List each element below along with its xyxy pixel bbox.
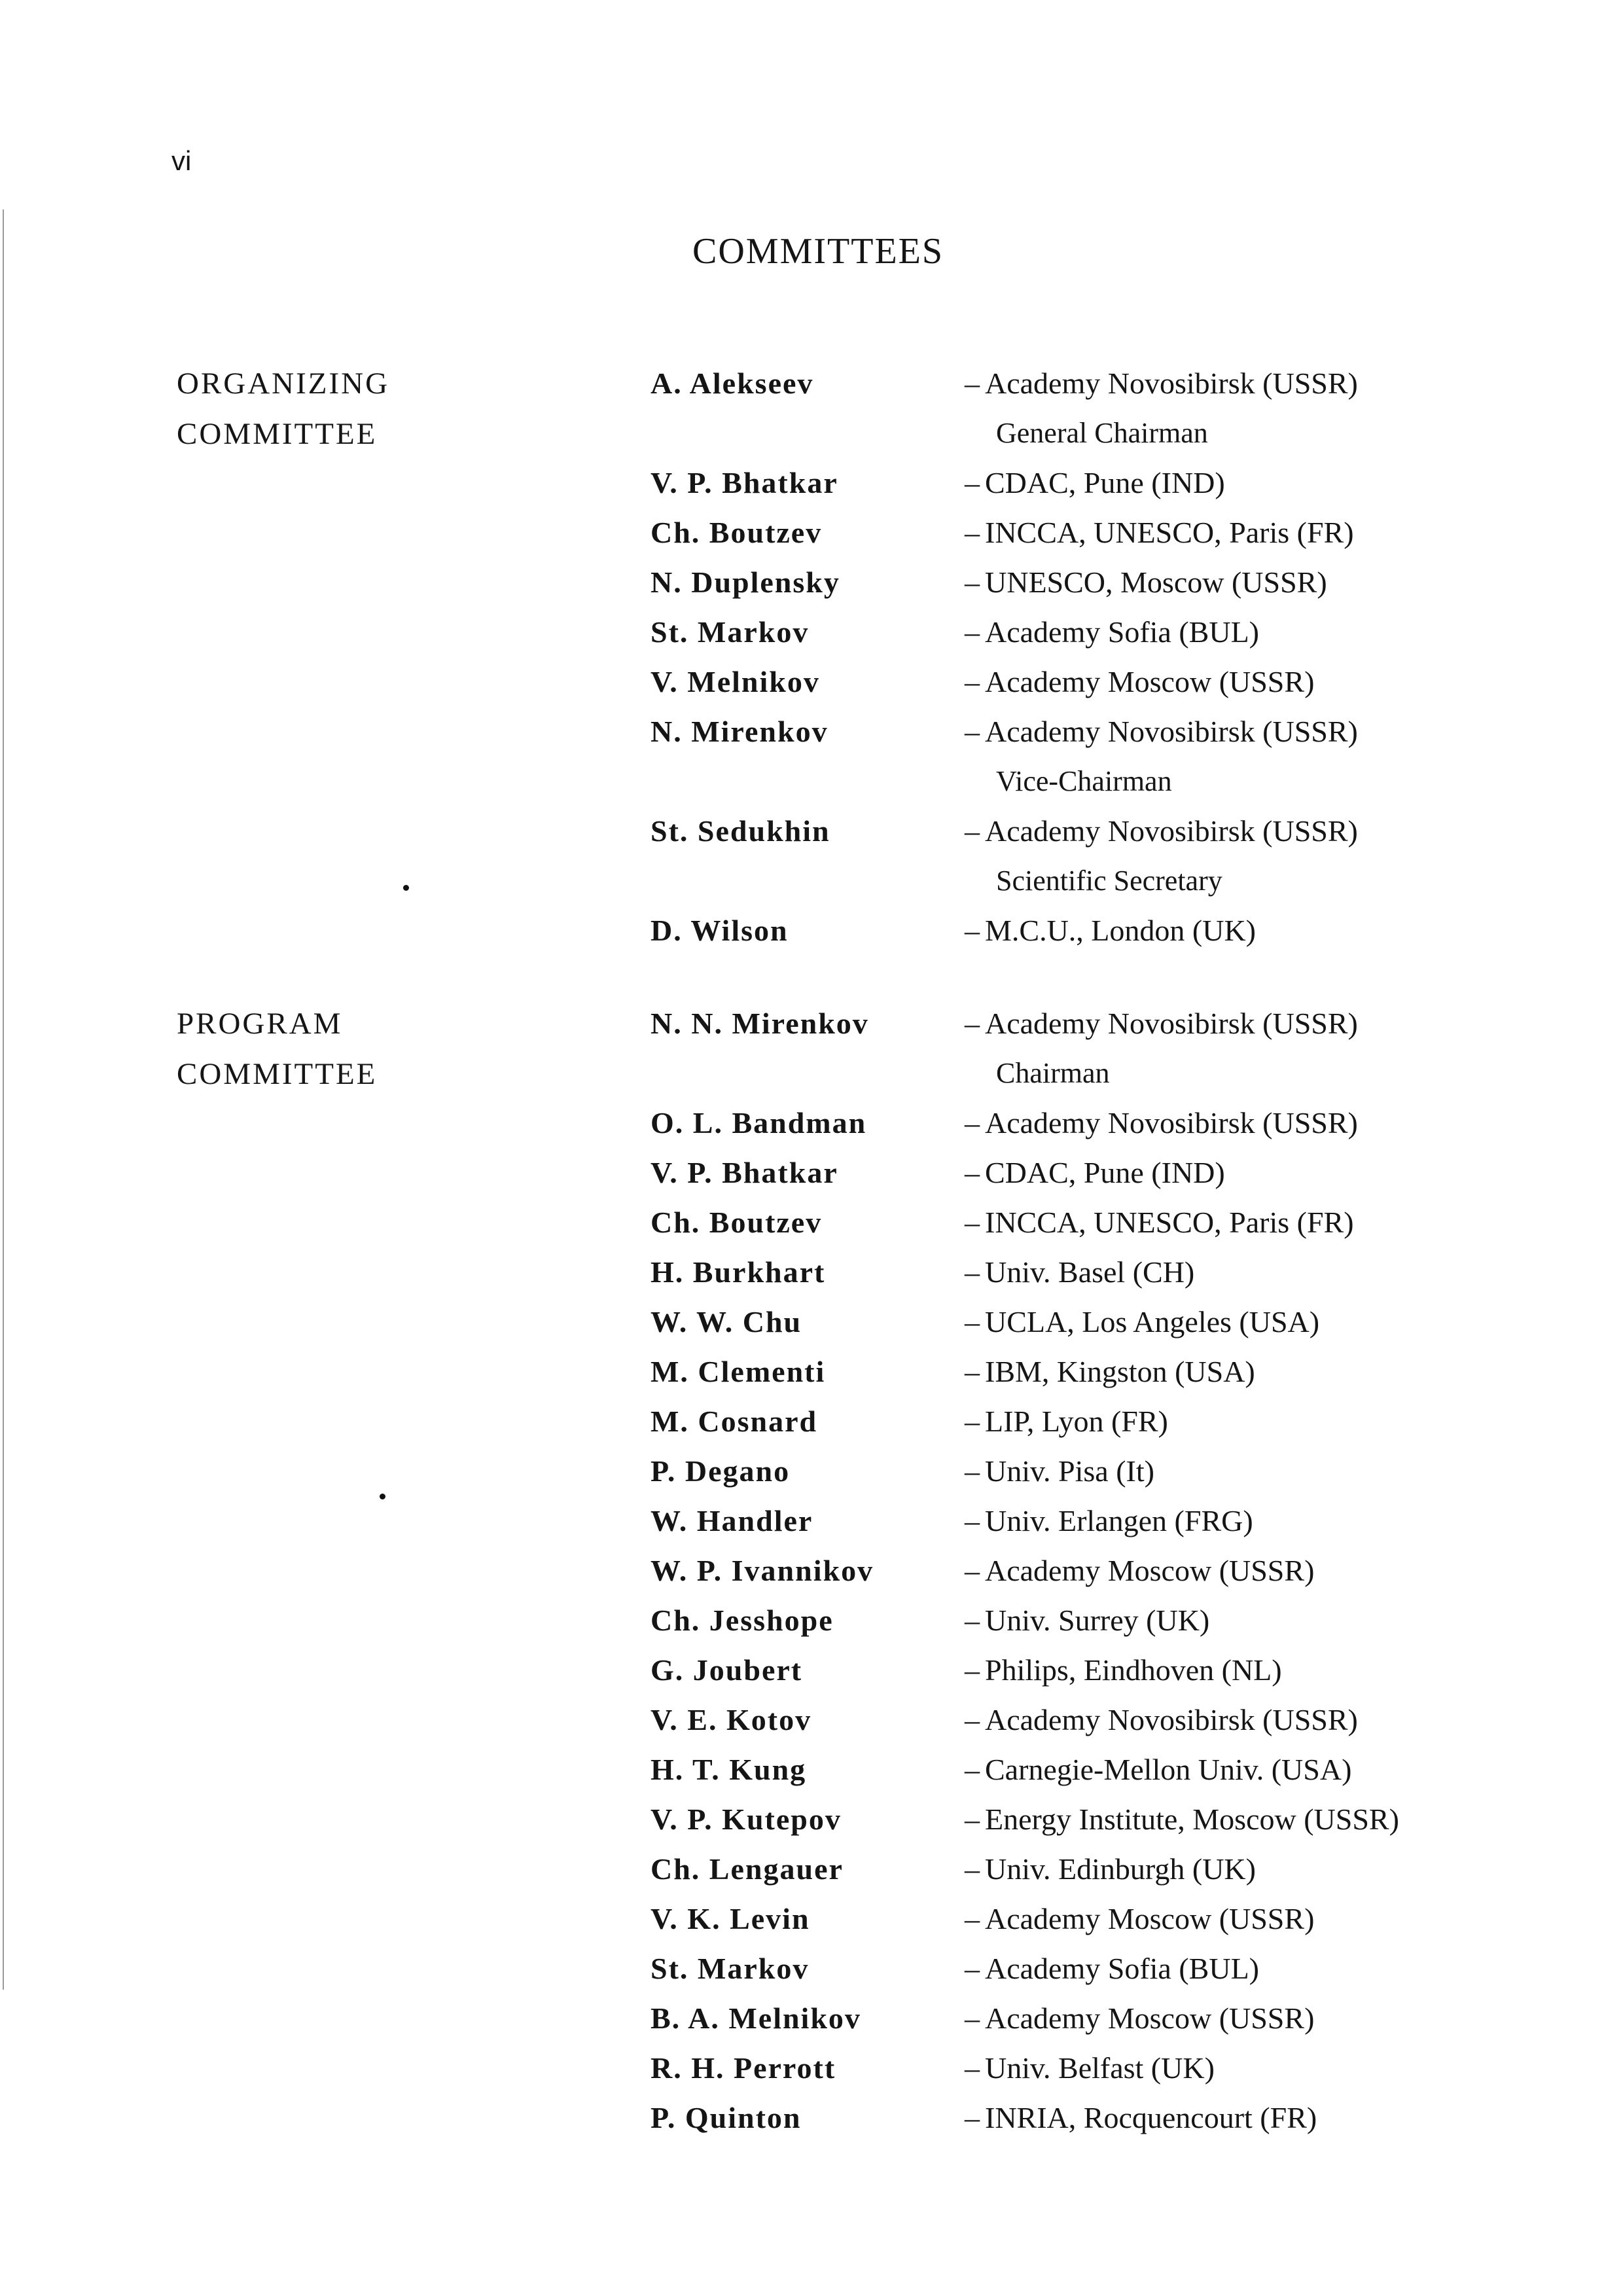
member-affiliation — [965, 1247, 1194, 1297]
member-affiliation — [965, 458, 1225, 508]
affiliation-dash: – — [965, 1454, 980, 1488]
affiliation-text: CDAC, Pune (IND) — [985, 466, 1225, 499]
committee-member-row — [0, 1745, 1623, 1795]
member-affiliation — [965, 1496, 1253, 1546]
member-name: G. Joubert — [651, 1653, 803, 1687]
member-role: Scientific Secretary — [996, 865, 1222, 897]
committee-member-row — [0, 607, 1623, 657]
affiliation-text: Univ. Basel (CH) — [985, 1255, 1195, 1289]
committee-member-row — [0, 1645, 1623, 1695]
member-name: Ch. Lengauer — [651, 1852, 844, 1886]
affiliation-dash: – — [965, 1355, 980, 1388]
member-name: B. A. Melnikov — [651, 2001, 861, 2035]
affiliation-dash: – — [965, 1753, 980, 1786]
member-name: R. H. Perrott — [651, 2051, 836, 2085]
affiliation-dash: – — [965, 1803, 980, 1836]
member-name: V. E. Kotov — [651, 1703, 812, 1736]
member-affiliation — [965, 508, 1354, 558]
member-affiliation — [965, 906, 1256, 956]
committee-member-row — [0, 1496, 1623, 1546]
committee-member-row — [0, 508, 1623, 558]
member-name: W. Handler — [651, 1504, 813, 1537]
affiliation-dash: – — [965, 367, 980, 400]
member-name: N. N. Mirenkov — [651, 1007, 869, 1040]
committee-member-row — [0, 1844, 1623, 1894]
affiliation-dash: – — [965, 1007, 980, 1040]
member-name: V. P. Bhatkar — [651, 1156, 838, 1189]
affiliation-dash: – — [965, 665, 980, 698]
affiliation-text: Academy Novosibirsk (USSR) — [985, 1703, 1358, 1736]
affiliation-dash: – — [965, 715, 980, 748]
page-number: vi — [171, 145, 192, 176]
affiliation-text: Academy Sofia (BUL) — [985, 615, 1259, 649]
affiliation-text: Univ. Edinburgh (UK) — [985, 1852, 1256, 1886]
affiliation-dash: – — [965, 1156, 980, 1189]
committee-member-row — [0, 1098, 1623, 1148]
organizing-committee-label: ORGANIZING COMMITTEE — [177, 367, 390, 451]
affiliation-text: Academy Novosibirsk (USSR) — [985, 367, 1358, 400]
member-affiliation — [965, 1596, 1209, 1645]
committee-member-row — [0, 1247, 1623, 1297]
member-name: P. Degano — [651, 1454, 791, 1488]
member-name: N. Duplensky — [651, 565, 840, 599]
affiliation-dash: – — [965, 615, 980, 649]
committee-member-row — [0, 806, 1623, 897]
affiliation-dash: – — [965, 2001, 980, 2035]
member-name: Ch. Boutzev — [651, 516, 823, 549]
affiliation-dash: – — [965, 1902, 980, 1935]
affiliation-dash: – — [965, 466, 980, 499]
member-name: V. P. Bhatkar — [651, 466, 838, 499]
affiliation-text: CDAC, Pune (IND) — [985, 1156, 1225, 1189]
member-name: H. Burkhart — [651, 1255, 826, 1289]
affiliation-dash: – — [965, 914, 980, 947]
member-affiliation — [965, 1695, 1358, 1745]
committee-member-row — [0, 1446, 1623, 1496]
member-affiliation — [965, 1297, 1319, 1347]
affiliation-text: UCLA, Los Angeles (USA) — [985, 1305, 1320, 1338]
affiliation-dash: – — [965, 1952, 980, 1985]
member-name: A. Alekseev — [651, 367, 814, 400]
member-affiliation — [965, 2043, 1215, 2093]
program-committee-label: PROGRAM COMMITTEE — [177, 1007, 378, 1091]
member-affiliation — [965, 607, 1259, 657]
affiliation-text: UNESCO, Moscow (USSR) — [985, 565, 1327, 599]
affiliation-dash: – — [965, 565, 980, 599]
affiliation-text: Academy Novosibirsk (USSR) — [985, 715, 1358, 748]
member-affiliation — [965, 1446, 1154, 1496]
affiliation-text: Univ. Erlangen (FRG) — [985, 1504, 1253, 1537]
affiliation-text: INCCA, UNESCO, Paris (FR) — [985, 516, 1354, 549]
member-role: General Chairman — [996, 417, 1208, 449]
member-name: M. Clementi — [651, 1355, 826, 1388]
page-title: COMMITTEES — [692, 231, 944, 272]
member-affiliation — [965, 1745, 1351, 1795]
committee-member-row — [0, 1397, 1623, 1446]
affiliation-text: Academy Moscow (USSR) — [985, 665, 1315, 698]
member-name: St. Markov — [651, 1952, 810, 1985]
scan-speck — [403, 885, 409, 891]
committee-member-row — [0, 558, 1623, 607]
affiliation-text: INRIA, Rocquencourt (FR) — [985, 2101, 1317, 2134]
affiliation-text: Academy Sofia (BUL) — [985, 1952, 1259, 1985]
affiliation-text: Univ. Surrey (UK) — [985, 1604, 1210, 1637]
committee-member-row — [0, 1994, 1623, 2043]
affiliation-text: LIP, Lyon (FR) — [985, 1405, 1168, 1438]
affiliation-dash: – — [965, 814, 980, 848]
member-affiliation — [965, 1397, 1168, 1446]
member-affiliation — [965, 1546, 1314, 1596]
affiliation-text: Univ. Belfast (UK) — [985, 2051, 1215, 2085]
member-name: Ch. Jesshope — [651, 1604, 834, 1637]
member-name: V. P. Kutepov — [651, 1803, 842, 1836]
committee-member-row — [0, 707, 1623, 797]
affiliation-dash: – — [965, 1255, 980, 1289]
member-affiliation — [965, 2093, 1317, 2143]
member-affiliation — [965, 1347, 1255, 1397]
affiliation-dash: – — [965, 1703, 980, 1736]
affiliation-text: INCCA, UNESCO, Paris (FR) — [985, 1206, 1354, 1239]
affiliation-dash: – — [965, 1106, 980, 1139]
committee-member-row — [0, 657, 1623, 707]
committee-member-row — [0, 1546, 1623, 1596]
affiliation-text: IBM, Kingston (USA) — [985, 1355, 1255, 1388]
affiliation-dash: – — [965, 1504, 980, 1537]
member-name: P. Quinton — [651, 2101, 802, 2134]
affiliation-dash: – — [965, 1305, 980, 1338]
member-affiliation — [965, 558, 1327, 607]
committee-member-row — [0, 458, 1623, 508]
committee-member-row — [0, 1944, 1623, 1994]
member-name: M. Cosnard — [651, 1405, 818, 1438]
affiliation-dash: – — [965, 1554, 980, 1587]
member-affiliation — [965, 657, 1314, 707]
member-name: N. Mirenkov — [651, 715, 829, 748]
member-role: Vice-Chairman — [996, 765, 1172, 797]
member-affiliation — [965, 707, 1358, 757]
committee-member-row — [0, 1148, 1623, 1198]
affiliation-dash: – — [965, 1604, 980, 1637]
committee-member-row — [0, 1894, 1623, 1944]
affiliation-text: Academy Moscow (USSR) — [985, 1554, 1315, 1587]
member-role: Chairman — [996, 1057, 1110, 1089]
member-affiliation — [965, 1795, 1399, 1844]
member-name: D. Wilson — [651, 914, 789, 947]
affiliation-dash: – — [965, 2051, 980, 2085]
member-name: St. Sedukhin — [651, 814, 830, 848]
affiliation-text: Academy Novosibirsk (USSR) — [985, 814, 1358, 848]
member-affiliation — [965, 806, 1358, 856]
committee-member-row — [0, 1695, 1623, 1745]
committee-member-row — [0, 2043, 1623, 2093]
affiliation-text: Academy Moscow (USSR) — [985, 2001, 1315, 2035]
affiliation-dash: – — [965, 2101, 980, 2134]
member-name: H. T. Kung — [651, 1753, 807, 1786]
member-affiliation — [965, 1844, 1256, 1894]
committee-member-row — [0, 1596, 1623, 1645]
member-name: V. Melnikov — [651, 665, 820, 698]
committee-member-row — [0, 1347, 1623, 1397]
member-affiliation — [965, 1645, 1282, 1695]
affiliation-text: Academy Novosibirsk (USSR) — [985, 1007, 1358, 1040]
affiliation-dash: – — [965, 1852, 980, 1886]
affiliation-dash: – — [965, 1206, 980, 1239]
affiliation-text: Academy Novosibirsk (USSR) — [985, 1106, 1358, 1139]
member-name: St. Markov — [651, 615, 810, 649]
affiliation-text: Academy Moscow (USSR) — [985, 1902, 1315, 1935]
affiliation-dash: – — [965, 1653, 980, 1687]
member-affiliation — [965, 1994, 1314, 2043]
committee-member-row — [0, 2093, 1623, 2143]
committee-member-row — [0, 906, 1623, 956]
member-name: V. K. Levin — [651, 1902, 810, 1935]
committee-member-row — [0, 1297, 1623, 1347]
committee-member-row — [0, 1198, 1623, 1247]
affiliation-text: Energy Institute, Moscow (USSR) — [985, 1803, 1399, 1836]
member-name: W. P. Ivannikov — [651, 1554, 874, 1587]
member-affiliation — [965, 1894, 1314, 1944]
affiliation-dash: – — [965, 516, 980, 549]
affiliation-dash: – — [965, 1405, 980, 1438]
member-affiliation — [965, 1944, 1259, 1994]
committee-member-row — [0, 999, 1623, 1089]
member-affiliation — [965, 359, 1358, 408]
member-name: Ch. Boutzev — [651, 1206, 823, 1239]
member-name: O. L. Bandman — [651, 1106, 867, 1139]
member-affiliation — [965, 1198, 1354, 1247]
member-affiliation — [965, 1148, 1225, 1198]
committee-member-row — [0, 1795, 1623, 1844]
affiliation-text: Philips, Eindhoven (NL) — [985, 1653, 1282, 1687]
member-affiliation — [965, 1098, 1358, 1148]
affiliation-text: Univ. Pisa (It) — [985, 1454, 1154, 1488]
affiliation-text: Carnegie-Mellon Univ. (USA) — [985, 1753, 1352, 1786]
member-affiliation — [965, 999, 1358, 1049]
affiliation-text: M.C.U., London (UK) — [985, 914, 1256, 947]
member-name: W. W. Chu — [651, 1305, 802, 1338]
